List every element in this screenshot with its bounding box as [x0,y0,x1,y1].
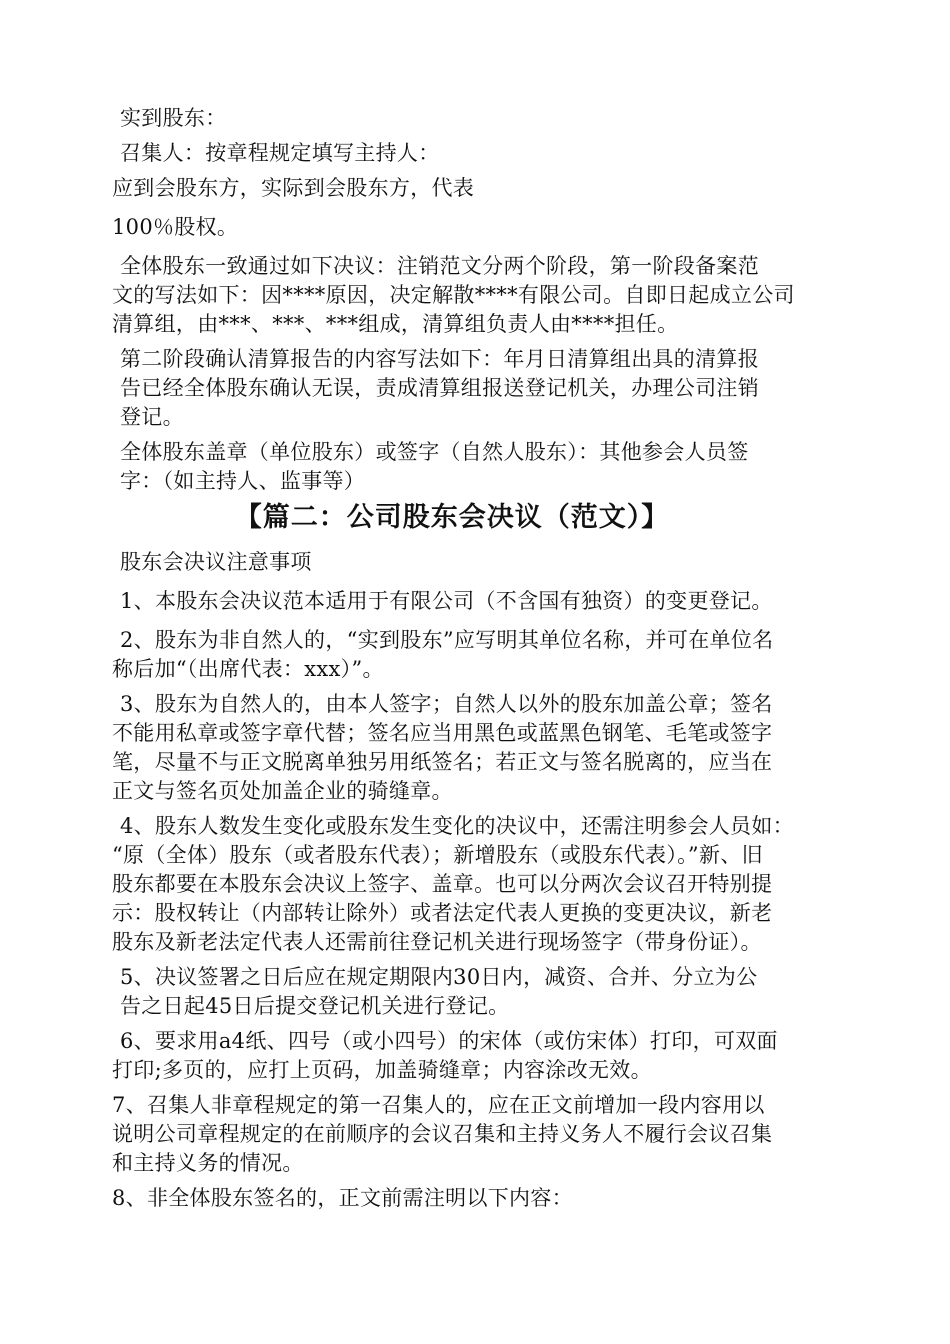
note-item-5 [112,963,852,1021]
paragraph-line: 正文与签名页处加盖企业的骑缝章。 [112,779,453,803]
paragraph-line: 2、股东为非自然人的，“实到股东”应写明其单位名称，并可在单位名 [120,628,774,652]
note-item-2 [112,626,852,684]
paragraph-line: 示：股权转让（内部转让除外）或者法定代表人更换的变更决议，新老 [112,901,773,925]
paragraph-line: 6、要求用a4纸、四号（或小四号）的宋体（或仿宋体）打印，可双面 [120,1029,778,1053]
paragraph-line: 第二阶段确认清算报告的内容写法如下：年月日清算组出具的清算报 [120,347,759,371]
paragraph-line: 全体股东一致通过如下决议：注销范文分两个阶段，第一阶段备案范 [120,254,759,278]
paragraph-line: 说明公司章程规定的在前顺序的会议召集和主持义务人不履行会议召集 [112,1122,773,1146]
paragraph-line: 告之日起45日后提交登记机关进行登记。 [120,994,510,1018]
paragraph-line: 4、股东人数发生变化或股东发生变化的决议中，还需注明参会人员如： [120,814,794,838]
note-item-1 [112,587,852,616]
paragraph-line: 股东及新老法定代表人还需前往登记机关进行现场签字（带身份证）。 [112,930,762,954]
note-item-7 [112,1091,852,1178]
paragraph-line: 全体股东盖章（单位股东）或签字（自然人股东）：其他参会人员签 [120,440,749,464]
paragraph-line: 8、非全体股东签名的，正文前需注明以下内容： [112,1186,573,1210]
note-item-6 [112,1027,852,1085]
note-item-4 [112,812,852,957]
paragraph-line: 7、召集人非章程规定的第一召集人的，应在正文前增加一段内容用以 [112,1093,765,1117]
paragraph-line: 文的写法如下：因****原因，决定解散****有限公司。自即日起成立公司 [112,283,795,307]
paragraph-line: “原（全体）股东（或者股东代表）；新增股东（或股东代表）。”新、旧 [112,843,763,867]
present-shareholders-line: 实到股东： [120,106,227,130]
paragraph-line: 3、股东为自然人的，由本人签字；自然人以外的股东加盖公章；签名 [120,692,773,716]
paragraph-line: 不能用私章或签字章代替；签名应当用黑色或蓝黑色钢笔、毛笔或签字 [112,721,773,745]
signature-paragraph [112,438,852,496]
resolution-paragraph-1 [112,252,852,339]
section-heading: 【篇二：公司股东会决议（范文）】 [234,502,670,533]
paragraph-line: 和主持义务的情况。 [112,1151,304,1175]
paragraph-line: 1、本股东会决议范本适用于有限公司（不含国有独资）的变更登记。 [120,589,773,613]
document-page [112,104,852,1213]
paragraph-line: 5、决议签署之日后应在规定期限内30日内，减资、合并、分立为公 [120,965,758,989]
paragraph-line: 打印;多页的，应打上页码，加盖骑缝章；内容涂改无效。 [112,1058,652,1082]
note-item-3 [112,690,852,806]
paragraph-line: 清算组，由***、***、***组成，清算组负责人由****担任。 [112,312,679,336]
paragraph-line: 登记。 [120,405,184,429]
paragraph-line: 字：（如主持人、监事等） [120,469,366,493]
paragraph-line: 称后加“（出席代表：xxx）”。 [112,657,384,681]
resolution-paragraph-2 [112,345,852,432]
convener-line: 召集人：按章程规定填写主持人： [120,141,440,165]
equity-line: 100％股权。 [112,215,239,239]
paragraph-line: 笔，尽量不与正文脱离单独另用纸签名；若正文与签名脱离的，应当在 [112,750,773,774]
paragraph-line: 告已经全体股东确认无误，责成清算组报送登记机关，办理公司注销 [120,376,759,400]
notes-title: 股东会决议注意事项 [120,550,312,574]
note-item-8 [112,1184,852,1213]
attendance-line: 应到会股东方，实际到会股东方，代表 [112,176,475,200]
paragraph-line: 股东都要在本股东会决议上签字、盖章。也可以分两次会议召开特别提 [112,872,773,896]
